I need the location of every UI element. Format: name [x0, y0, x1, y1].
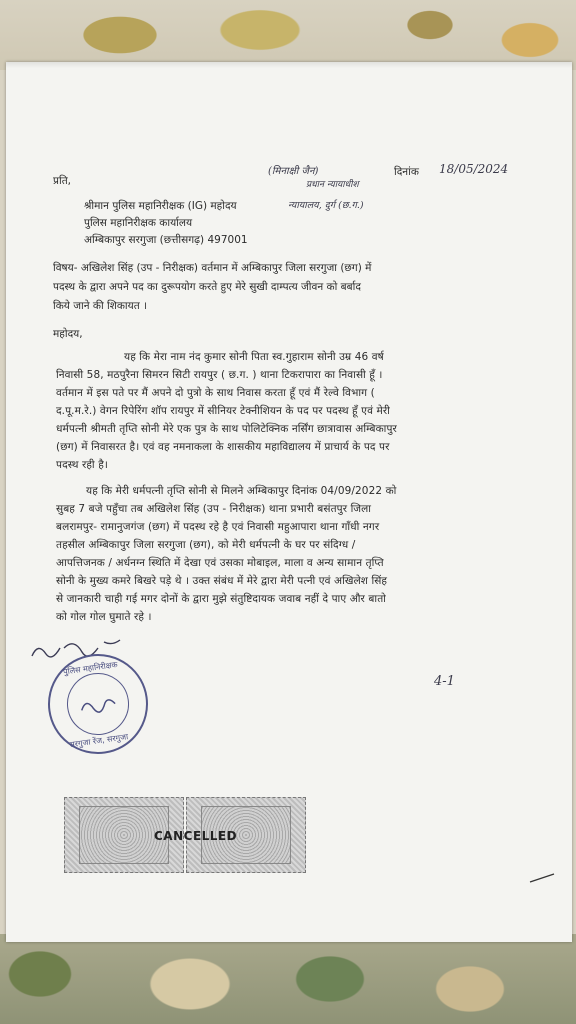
addressee-line3: अम्बिकापुर सरगुजा (छत्तीसगढ़) 497001: [84, 234, 248, 246]
subject-line3: किये जाने की शिकायत ।: [53, 300, 148, 312]
seal-signature-icon: [77, 689, 120, 718]
addressee-line2: पुलिस महानिरीक्षक कार्यालय: [84, 217, 193, 229]
seal-top-text: पुलिस महानिरीक्षक: [62, 659, 119, 677]
para2-line: सुबह 7 बजे पहुँचा तब अखिलेश सिंह (उप - निरीक्षक) थाना प्रभारी बसंतपुर जिला: [56, 503, 372, 515]
background-cloth-top: [0, 0, 576, 70]
seal-bottom-text: सरगुजा रेंज, सरगुजा: [68, 732, 129, 750]
subject-line1: विषय- अखिलेश सिंह (उप - निरीक्षक) वर्तमान में अम्बिकापुर जिला सरगुजा (छग) में: [53, 262, 372, 274]
page-number: 4-1: [434, 674, 455, 689]
addressee-line1-tail: न्यायालय, दुर्ग (छ.ग.): [288, 200, 364, 211]
paper-edge: [6, 62, 572, 68]
prati-label: प्रति,: [53, 175, 72, 187]
stamp-name: (मिनाक्षी जैन): [268, 166, 319, 177]
salutation: महोदय,: [53, 328, 83, 340]
para2-line: से जानकारी चाही गई मगर दोनों के द्वारा मुझे संतुष्टिदायक जवाब नहीं दे पाए और बातो: [56, 593, 386, 605]
cancelled-stamp: CANCELLED: [154, 829, 238, 843]
background-cloth-bottom: [0, 934, 576, 1024]
stamp-title: प्रधान न्यायाधीश: [306, 180, 359, 190]
addressee-line1: श्रीमान पुलिस महानिरीक्षक (IG) महोदय: [84, 200, 237, 212]
date-value: 18/05/2024: [439, 162, 509, 176]
para2-line: सोनी के मुख्य कमरे बिखरे पड़े थे । उक्त संबंध में मेरे द्वारा मेरी पत्नी एवं अखिलेश सिंह: [56, 575, 388, 587]
para1-line: यह कि मेरा नाम नंद कुमार सोनी पिता स्व.गुहाराम सोनी उम्र 46 वर्ष: [124, 351, 384, 363]
para1-line: पदस्थ रही है।: [56, 459, 108, 471]
date-label: दिनांक: [394, 166, 419, 178]
pen-mark: [528, 872, 558, 884]
para2-line: को गोल गोल घुमाते रहे ।: [56, 611, 152, 623]
para2-line: यह कि मेरी धर्मपत्नी तृप्ति सोनी से मिलने अम्बिकापुर दिनांक 04/09/2022 को: [86, 485, 397, 497]
para2-line: तहसील अम्बिकापुर जिला सरगुजा (छग), को मेरी धर्मपत्नी के घर पर संदिग्ध /: [56, 539, 356, 551]
para2-line: आपत्तिजनक / अर्धनग्न स्थिति में देखा एवं उसका मोबाइल, माला व अन्य सामान तृप्ति: [56, 557, 384, 569]
para1-line: धर्मपत्नी श्रीमती तृप्ति सोनी मेरे एक पुत्र के साथ पोलिटेक्निक नर्सिंग छात्रावास अम्बिकापुर: [56, 423, 397, 435]
para1-line: द.पू.म.रे.) वेगन रिपेरिंग शॉप रायपुर में सीनियर टेक्नीशियन के पद पर पदस्थ हूँ एवं मेरी: [56, 405, 390, 417]
document-page: [6, 62, 572, 942]
para2-line: बलरामपुर- रामानुजगंज (छग) में पदस्थ रहे है एवं निवासी महुआपारा थाना गाँधी नगर: [56, 521, 380, 533]
para1-line: वर्तमान में इस पते पर मैं अपने दो पुत्रो के साथ निवास करता हूँ एवं मैं रेल्वे विभाग (: [56, 387, 375, 399]
para1-line: (छग) में निवासरत है। एवं वह नमनाकला के शासकीय महाविद्यालय में प्राचार्य के पद पर: [56, 441, 390, 453]
para1-line: निवासी 58, मठपुरैना सिमरन सिटी रायपुर ( छ.ग. ) थाना टिकरापारा का निवासी हूँ ।: [56, 369, 383, 381]
police-seal-inner: [63, 669, 133, 739]
subject-line2: पदस्थ के द्वारा अपने पद का दुरूपयोग करते हुए मेरे सुखी दाम्पत्य जीवन को बर्बाद: [53, 281, 361, 293]
